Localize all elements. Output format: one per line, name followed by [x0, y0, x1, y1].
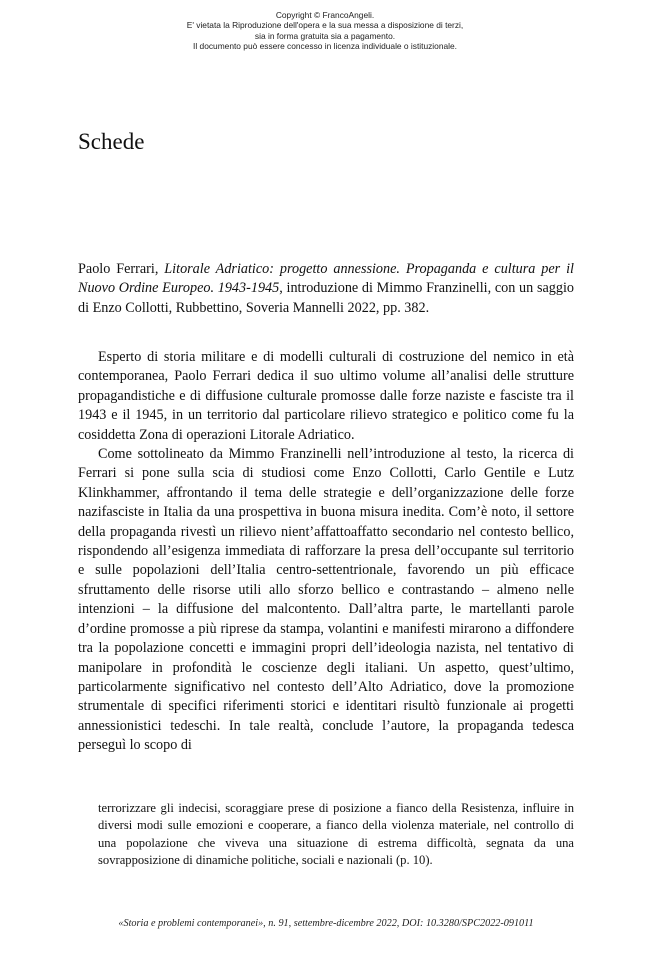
- citation-book-title: Litorale Adriatico: progetto annessione. Propaganda e cultura per il Nuovo Ordine Europeo. 1943-1945: [78, 261, 574, 297]
- copyright-line: Il documento può essere concesso in licenza individuale o istituzionale.: [193, 41, 457, 52]
- body-paragraph: Come sottolineato da Mimmo Franzinelli nell’introduzione al testo, la ricerca di Ferrari si pone sulla scia di studiosi come Enzo Collotti, Carlo Gentile e Lutz Klinkhammer, affrontando il tema delle strategie e dell’organizzazione delle forze nazifasciste in Italia da una prospettiva in buona misura inedita. Com’è noto, il settore della propaganda rivestì un rilievo nient’affattoaffatto secondario nel contesto bellico, rispondendo all’esigenza immediata di rafforzare la presa dell’occupante sul territorio e sulle popolazioni dell’Italia centro-settentrionale, favorendo un più efficace sfruttamento delle risorse utili allo sforzo bellico e contrastando – almeno nelle intenzioni – la diffusione del malcontento. Dall’altra parte, le martellanti parole d’ordine promosse a più riprese da stampa, volantini e manifesti mirarono a diffondere tra la popolazione concetti e immagini propri dell’ideologia nazista, nel tentativo di manipolare in profondità le coscienze degli italiani. Un aspetto, quest’ultimo, particolarmente significativo nel contesto dell’Alto Adriatico, dove la promozione strumentale di specifici riferimenti storici e identitari risultò funzionale ai progetti annessionistici tedeschi. In tale realtà, conclude l’autore, la propaganda tedesca perseguì lo scopo di: [78, 446, 574, 754]
- block-quote: terrorizzare gli indecisi, scoraggiare prese di posizione a fianco della Resistenza, influire in diversi modi sulle emozioni e cooperare, a fianco della violenza materiale, nel controllo di una popolazione che viveva una situazione di estrema difficoltà, segnata da una sovrapposizione di dinamiche politiche, sociali e nazionali (p. 10).: [98, 801, 574, 868]
- body-paragraph: Esperto di storia militare e di modelli culturali di costruzione del nemico in età contemporanea, Paolo Ferrari dedica il suo ultimo volume all’analisi delle strutture propagandistiche e di diffusione culturale promosse dalle forze naziste e fasciste tra il 1943 e il 1945, in un territorio dal particolare rilievo strategico e politico come fu la cosiddetta Zona di operazioni Litorale Adriatico.: [78, 349, 574, 443]
- book-citation: [78, 260, 574, 318]
- copyright-notice: [0, 10, 650, 52]
- copyright-line: E' vietata la Riproduzione dell'opera e la sua messa a disposizione di terzi,: [186, 20, 464, 31]
- copyright-line: sia in forma gratuita sia a pagamento.: [254, 30, 396, 41]
- section-title: Schede: [78, 129, 145, 154]
- citation-author: Paolo Ferrari,: [78, 261, 165, 277]
- journal-footer: «Storia e problemi contemporanei», n. 91, settembre-dicembre 2022, DOI: 10.3280/SPC2022-091011: [118, 918, 534, 929]
- citation-details: , introduzione di Mimmo Franzinelli, con un saggio di Enzo Collotti, Rubbettino, Soveria Mannelli 2022, pp. 382.: [78, 280, 575, 316]
- review-body: [78, 348, 574, 756]
- copyright-line: Copyright © FrancoAngeli.: [275, 10, 375, 20]
